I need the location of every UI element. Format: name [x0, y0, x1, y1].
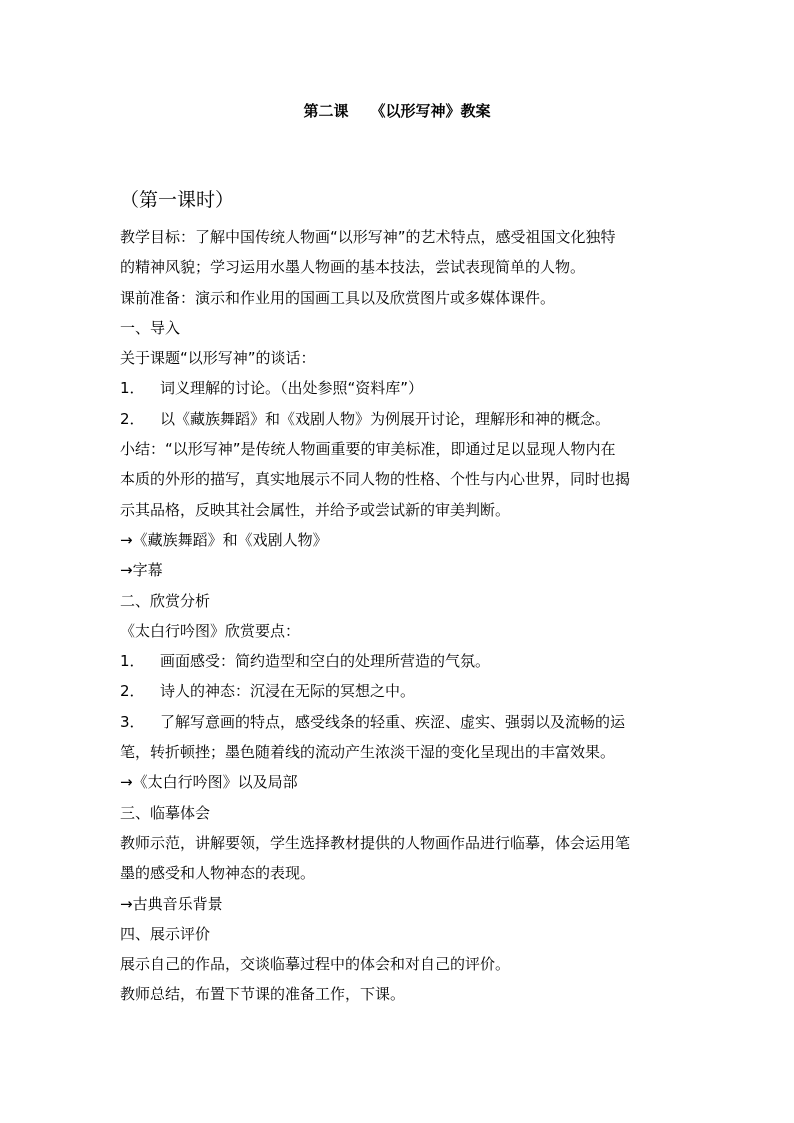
appreciation-topic-line: 《太白行吟图》欣赏要点： [120, 621, 301, 640]
evaluation-line: 展示自己的作品，交谈临摹过程中的体会和对自己的评价。 [120, 955, 511, 974]
section-heading-evaluation: 四、展示评价 [120, 924, 211, 943]
session-label: （第一课时） [120, 189, 235, 211]
intro-item-2 [120, 404, 680, 434]
appreciation-item-3 [120, 707, 680, 737]
media-note-line: →《藏族舞蹈》和《戏剧人物》 [120, 530, 328, 549]
appreciation-item-3-continued: 笔，转折顿挫；墨色随着线的流动产生浓淡干湿的变化呈现出的丰富效果。 [120, 743, 616, 762]
item-text: 词义理解的讨论。（出处参照“资料库”） [160, 379, 424, 398]
objective-line-1: 教学目标：了解中国传统人物画“以形写神”的艺术特点，感受祖国文化独特 [120, 228, 616, 246]
media-note-line: →字幕 [120, 561, 163, 580]
objective-line-2: 的精神风貌；学习运用水墨人物画的基本技法，尝试表现简单的人物。 [120, 258, 586, 277]
media-note-line: →古典音乐背景 [120, 894, 223, 913]
title-lesson-name: 《以形写神》教案 [370, 102, 491, 120]
item-number: 1． [120, 652, 145, 671]
intro-item-1 [120, 373, 680, 403]
item-number: 2． [120, 409, 145, 428]
copying-line-1: 教师示范，讲解要领，学生选择教材提供的人物画作品进行临摹，体会运用笔 [120, 833, 631, 852]
media-note-line: →《太白行吟图》以及局部 [120, 773, 298, 792]
document-title [0, 100, 794, 122]
section-heading-intro: 一、导入 [120, 318, 181, 337]
appreciation-item-1 [120, 646, 680, 676]
preparation-line: 课前准备：演示和作业用的国画工具以及欣赏图片或多媒体课件。 [120, 288, 556, 307]
item-number: 1． [120, 379, 145, 398]
section-heading-appreciation: 二、欣赏分析 [120, 591, 211, 610]
summary-line-2: 本质的外形的描写，真实地展示不同人物的性格、个性与内心世界，同时也揭 [120, 470, 631, 489]
copying-line-2: 墨的感受和人物神态的表现。 [120, 864, 316, 883]
item-text: 了解写意画的特点，感受线条的轻重、疾涩、虚实、强弱以及流畅的运 [160, 712, 626, 731]
appreciation-item-2 [120, 676, 680, 706]
closing-line: 教师总结，布置下节课的准备工作，下课。 [120, 985, 406, 1004]
item-text: 画面感受：简约造型和空白的处理所营造的气氛。 [160, 652, 491, 671]
item-text: 以《藏族舞蹈》和《戏剧人物》为例展开讨论，理解形和神的概念。 [160, 409, 611, 428]
title-lesson-number: 第二课 [303, 102, 349, 120]
intro-topic-line: 关于课题“以形写神”的谈话： [120, 349, 316, 368]
lesson-body [120, 222, 680, 1010]
summary-line-1: 小结：“以形写神”是传统人物画重要的审美标准，即通过足以显现人物内在 [120, 440, 616, 459]
summary-line-3: 示其品格，反映其社会属性，并给予或尝试新的审美判断。 [120, 500, 511, 519]
item-text: 诗人的神态：沉浸在无际的冥想之中。 [160, 682, 416, 701]
item-number: 3． [120, 712, 145, 731]
section-heading-copying: 三、临摹体会 [120, 803, 211, 822]
item-number: 2． [120, 682, 145, 701]
